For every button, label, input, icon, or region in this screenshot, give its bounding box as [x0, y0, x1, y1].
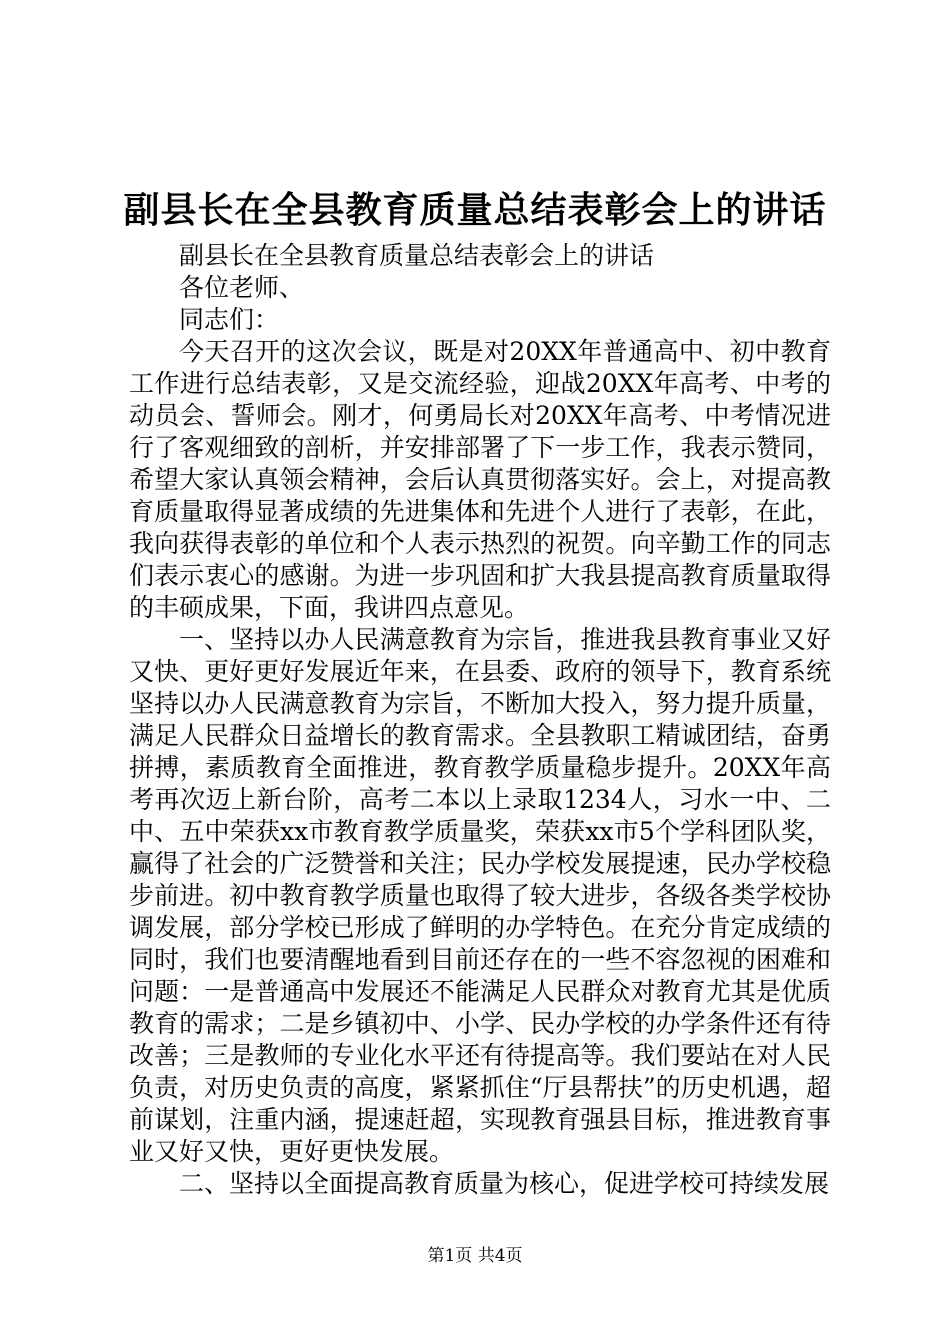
paragraph-salutation-1: 各位老师、	[179, 273, 305, 302]
document-title: 副县长在全县教育质量总结表彰会上的讲话	[123, 189, 827, 231]
paragraph-subtitle: 副县长在全县教育质量总结表彰会上的讲话	[179, 241, 655, 270]
paragraph-intro: 今天召开的这次会议，既是对20XX年普通高中、初中教育工作进行总结表彰，又是交流经验，迎战20XX年高考、中考的动员会、誓师会。刚才，何勇局长对20XX年高考、中考情况进行了客观细致的剖析，并安排部署了下一步工作，我表示赞同，希望大家认真领会精神，会后认真贯彻落实好。会上，对提高教育质量取得显著成绩的先进集体和先进个人进行了表彰，在此，我向获得表彰的单位和个人表示热烈的祝贺。向辛勤工作的同志们表示衷心的感谢。为进一步巩固和扩大我县提高教育质量取得的丰硕成果，下面，我讲四点意见。	[129, 337, 831, 622]
paragraph-section-2-heading: 二、坚持以全面提高教育质量为核心，促进学校可持续发展	[179, 1169, 830, 1198]
page-footer: 第1页 共4页	[427, 1246, 523, 1266]
document-body	[129, 240, 831, 1200]
paragraph-salutation-2: 同志们：	[179, 305, 280, 334]
paragraph-section-1: 一、坚持以办人民满意教育为宗旨，推进我县教育事业又好又快、更好更好发展近年来，在县委、政府的领导下，教育系统坚持以办人民满意教育为宗旨，不断加大投入，努力提升质量，满足人民群众日益增长的教育需求。全县教职工精诚团结，奋勇拼搏，素质教育全面推进，教育教学质量稳步提升。20XX年高考再次迈上新台阶，高考二本以上录取1234人，习水一中、二中、五中荣获xx市教育教学质量奖，荣获xx市5个学科团队奖，赢得了社会的广泛赞誉和关注；民办学校发展提速，民办学校稳步前进。初中教育教学质量也取得了较大进步，各级各类学校协调发展，部分学校已形成了鲜明的办学特色。在充分肯定成绩的同时，我们也要清醒地看到目前还存在的一些不容忽视的困难和问题：一是普通高中发展还不能满足人民群众对教育尤其是优质教育的需求；二是乡镇初中、小学、民办学校的办学条件还有待改善；三是教师的专业化水平还有待提高等。我们要站在对人民负责，对历史负责的高度，紧紧抓住“厅县帮扶”的历史机遇，超前谋划，注重内涵，提速赶超，实现教育强县目标，推进教育事业又好又快，更好更快发展。	[129, 625, 831, 1166]
